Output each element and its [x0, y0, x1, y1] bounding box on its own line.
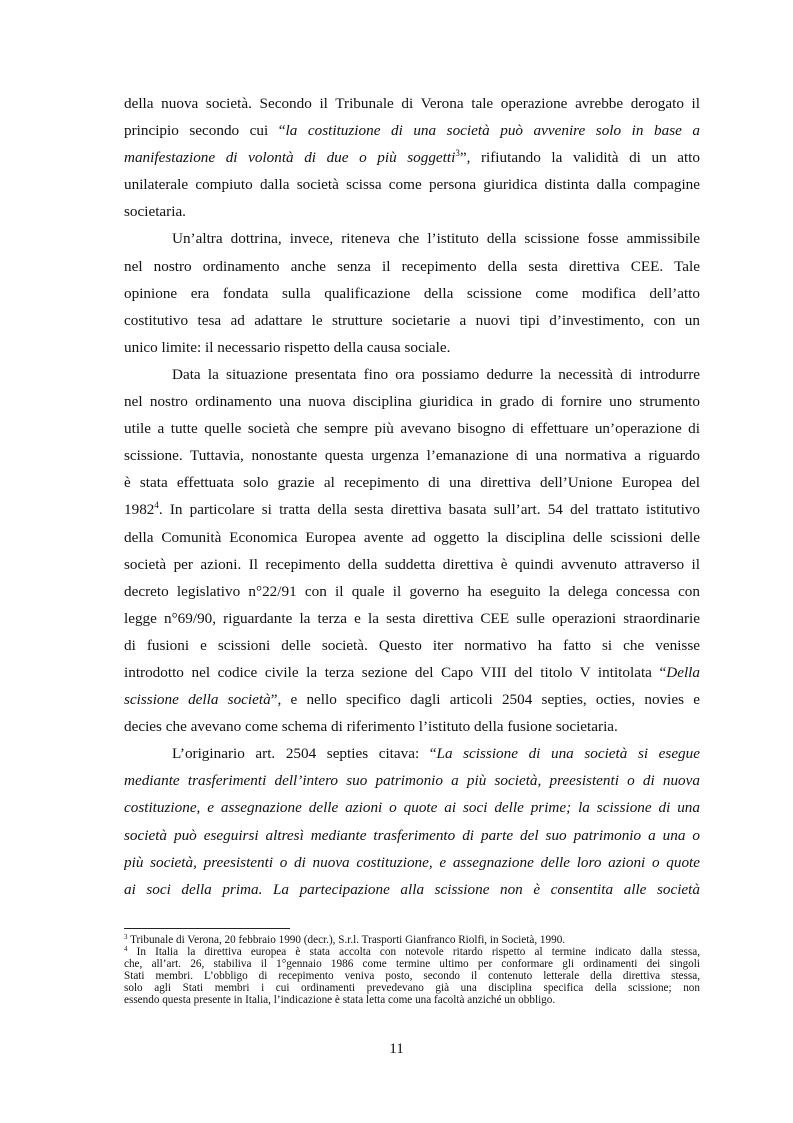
text-line: decies che avevano come schema di riferimento l’istituto della fusione societaria.	[124, 718, 618, 736]
body-text	[124, 90, 700, 903]
text-line: costitutivo tesa ad adattare le strutture societarie a nuovi tipi d’investimento, con un	[124, 311, 700, 329]
text-line: decreto legislativo n°22/91 con il quale il governo ha eseguito la delega concessa con	[124, 582, 700, 600]
footnote-line: che, all’art. 26, stabiliva il 1°gennaio 1986 come termine ultimo per conformare gli ordinamenti dei singoli	[124, 958, 700, 971]
text-line: Data la situazione presentata fino ora possiamo dedurre la necessità di introdurre	[172, 365, 700, 383]
text-line: scissione. Tuttavia, nonostante questa urgenza l’emanazione di una normativa a riguardo	[124, 447, 700, 465]
footnotes	[124, 934, 700, 1007]
footnote-separator	[124, 928, 290, 929]
footnote-line: solo agli Stati membri i cui ordinamenti prevedevano già una disciplina specifica della scissione; non	[124, 982, 700, 995]
text-line: mediante trasferimenti dell’intero suo patrimonio a più società, preesistenti o di nuova	[124, 772, 700, 790]
text-line: unilaterale compiuto dalla società scissa come persona giuridica distinta dalla compagine	[124, 176, 700, 194]
text-line: Un’altra dottrina, invece, riteneva che l’istituto della scissione fosse ammissibile	[172, 230, 700, 248]
text-line: più società, preesistenti o di nuova costituzione, e assegnazione delle loro azioni o quote	[124, 853, 700, 871]
text-line: società può eseguirsi altresì mediante trasferimento di parte del suo patrimonio a una o	[124, 826, 700, 844]
page-number: 11	[389, 1040, 404, 1057]
text-line: introdotto nel codice civile la terza sezione del Capo VIII del titolo V intitolata “Della	[124, 663, 700, 681]
text-line: utile a tutte quelle società che sempre più avevano bisogno di effettuare un’operazione di	[124, 420, 700, 438]
text-line: della nuova società. Secondo il Tribunale di Verona tale operazione avrebbe derogato il	[124, 95, 700, 112]
text-line: è stata effettuata solo grazie al recepimento di una direttiva dell’Unione Europea del	[124, 474, 700, 492]
text-line: manifestazione di volontà di due o più soggetti$^3$”, rifiutando la validità di un atto	[124, 148, 700, 167]
text-line: costituzione, e assegnazione delle azioni o quote ai soci delle prime; la scissione di una	[124, 799, 700, 817]
text-line: 1982$^4$. In particolare si tratta della sesta direttiva basata sull’art. 54 del trattato istitutivo	[124, 500, 700, 519]
text-line: scissione della società”, e nello specifico dagli articoli 2504 septies, octies, novies e	[124, 691, 700, 709]
footnote-ref: 3	[455, 148, 460, 159]
text-line: della Comunità Economica Europea avente ad oggetto la disciplina delle scissioni delle	[124, 528, 700, 546]
text-line: nel nostro ordinamento una nuova disciplina giuridica in grado di fornire uno strumento	[124, 393, 700, 411]
text-line: nel nostro ordinamento anche senza il recepimento della sesta direttiva CEE. Tale	[124, 257, 700, 275]
text-line: di fusioni e scissioni delle società. Questo iter normativo ha fatto si che venisse	[124, 636, 700, 654]
text-line: legge n°69/90, riguardante la terza e la sesta direttiva CEE sulle operazioni straordinarie	[124, 609, 700, 627]
footnote-number: 4	[124, 946, 128, 954]
footnote: $^4$ In Italia la direttiva europea è stata accolta con notevole ritardo rispetto al termine indicato dalla stessa,	[124, 946, 700, 959]
footnote-line: essendo questa presente in Italia, l’indicazione è stata letta come una facoltà anziché un obbligo.	[124, 994, 556, 1007]
text-line: societaria.	[124, 203, 186, 221]
text-line: opinione era fondata sulla qualificazione della scissione come modifica dell’atto	[124, 284, 700, 302]
footnote-ref: 4	[154, 500, 159, 511]
text-line: ai soci della prima. La partecipazione alla scissione non è consentita alle società	[124, 880, 700, 898]
footnote-number: 3	[124, 934, 128, 941]
footnote: $^3$ Tribunale di Verona, 20 febbraio 1990 (decr.), S.r.l. Trasporti Gianfranco Riolfi, in Società, 1990.	[124, 934, 566, 946]
footnote-line: Stati membri. L’obbligo di recepimento veniva posto, secondo il contenuto letterale della direttiva stessa,	[124, 970, 700, 983]
text-line: unico limite: il necessario rispetto della causa sociale.	[124, 338, 451, 356]
text-line: società per azioni. Il recepimento della suddetta direttiva è quindi avvenuto attraverso il	[124, 555, 700, 573]
text-line: principio secondo cui “la costituzione di una società può avvenire solo in base a	[124, 122, 700, 140]
text-line: L’originario art. 2504 septies citava: “La scissione di una società si esegue	[172, 745, 700, 763]
